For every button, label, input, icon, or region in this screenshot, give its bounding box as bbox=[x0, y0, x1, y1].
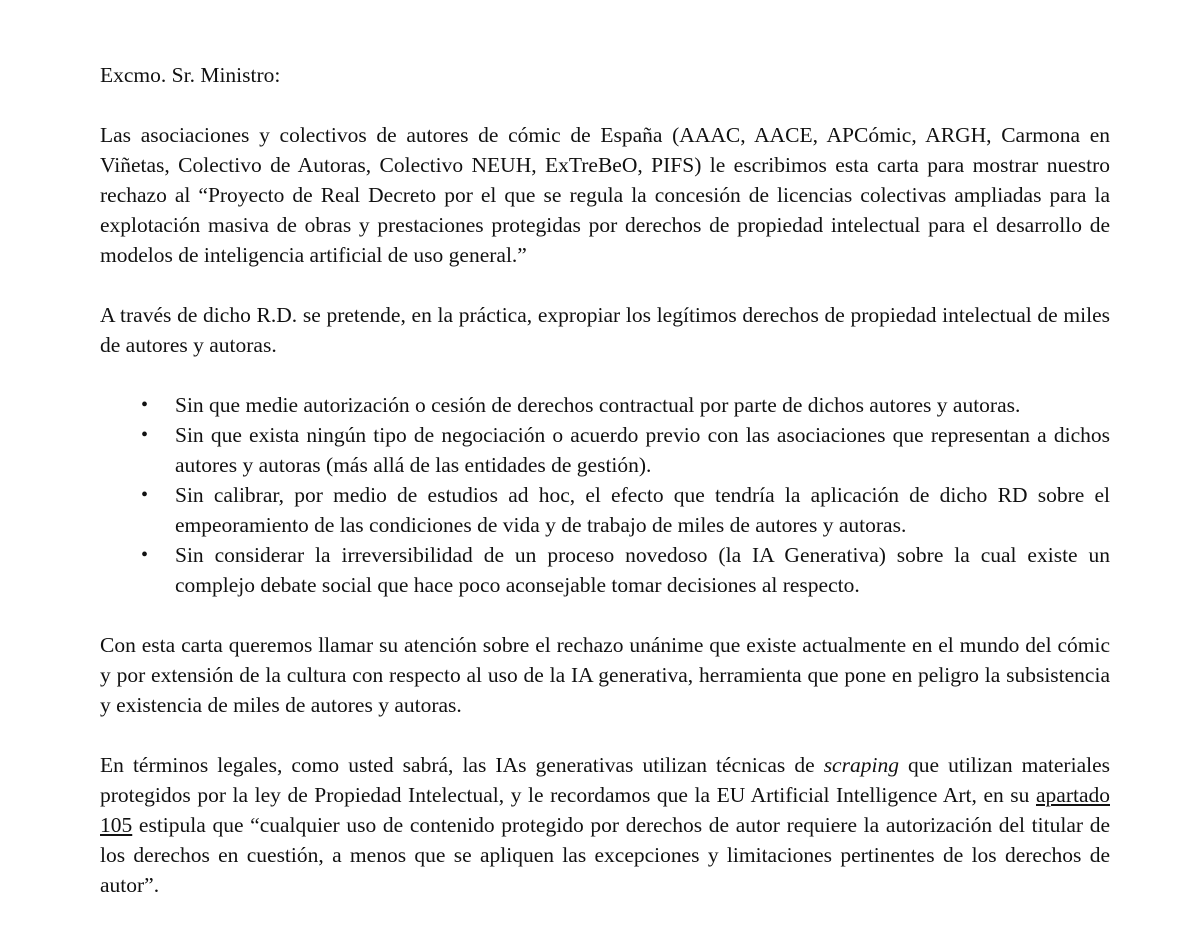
bullet-icon: • bbox=[141, 544, 149, 566]
paragraph-unanimous-rejection: Con esta carta queremos llamar su atención sobre el rechazo unánime que existe actualmente en el mundo del cómic y por extensión de la cultura con respecto al uso de la IA generativa, herramienta que pone en peligro la subsistencia y existencia de miles de autores y autoras. bbox=[100, 633, 1110, 717]
paragraph-associations: Las asociaciones y colectivos de autores de cómic de España (AAAC, AACE, APCómic, ARGH, Carmona en Viñetas, Colectivo de Autoras, Colectivo NEUH, ExTreBeO, PIFS) le escribimos esta carta para mostrar nuestro rechazo al “Proyecto de Real Decreto por el que se regula la concesión de licencias colectivas ampliadas para la explotación masiva de obras y prestaciones protegidas por derechos de propiedad intelectual para el desarrollo de modelos de inteligencia artificial de uso general.” bbox=[100, 123, 1110, 267]
list-item bbox=[141, 390, 1110, 420]
legal-text-part2: que utilizan materiales protegidos por la ley de Propiedad Intelectual, y le recordamos que la EU Artificial Intelligence Art, en su bbox=[100, 753, 1110, 807]
bullet-icon: • bbox=[141, 484, 149, 506]
list-item-text: Sin que exista ningún tipo de negociación o acuerdo previo con las asociaciones que representan a dichos autores y autoras (más allá de las entidades de gestión). bbox=[175, 423, 1110, 477]
scraping-term: scraping bbox=[823, 753, 899, 777]
paragraph-legal-terms bbox=[100, 750, 1110, 900]
list-item bbox=[141, 420, 1110, 480]
bullet-icon: • bbox=[141, 424, 149, 446]
legal-text-part1: En términos legales, como usted sabrá, las IAs generativas utilizan técnicas de bbox=[100, 753, 824, 777]
list-item bbox=[141, 480, 1110, 540]
list-item-text: Sin que medie autorización o cesión de derechos contractual por parte de dichos autores y autoras. bbox=[175, 393, 1021, 417]
legal-text-part3: estipula que “cualquier uso de contenido protegido por derechos de autor requiere la autorización del titular de los derechos en cuestión, a menos que se apliquen las excepciones y limitaciones pertinentes de los derechos de autor”. bbox=[100, 813, 1110, 897]
apartado-105-reference: apartado 105 bbox=[100, 783, 1110, 837]
salutation: Excmo. Sr. Ministro: bbox=[100, 63, 281, 87]
list-item-text: Sin considerar la irreversibilidad de un proceso novedoso (la IA Generativa) sobre la cual existe un complejo debate social que hace poco aconsejable tomar decisiones al respecto. bbox=[175, 543, 1110, 597]
paragraph-expropriation: A través de dicho R.D. se pretende, en la práctica, expropiar los legítimos derechos de propiedad intelectual de miles de autores y autoras. bbox=[100, 303, 1110, 357]
bullet-list bbox=[100, 390, 1110, 600]
list-item bbox=[141, 540, 1110, 600]
bullet-icon: • bbox=[141, 394, 149, 416]
list-item-text: Sin calibrar, por medio de estudios ad hoc, el efecto que tendría la aplicación de dicho RD sobre el empeoramiento de las condiciones de vida y de trabajo de miles de autores y autoras. bbox=[175, 483, 1110, 537]
letter-document bbox=[100, 60, 1110, 900]
